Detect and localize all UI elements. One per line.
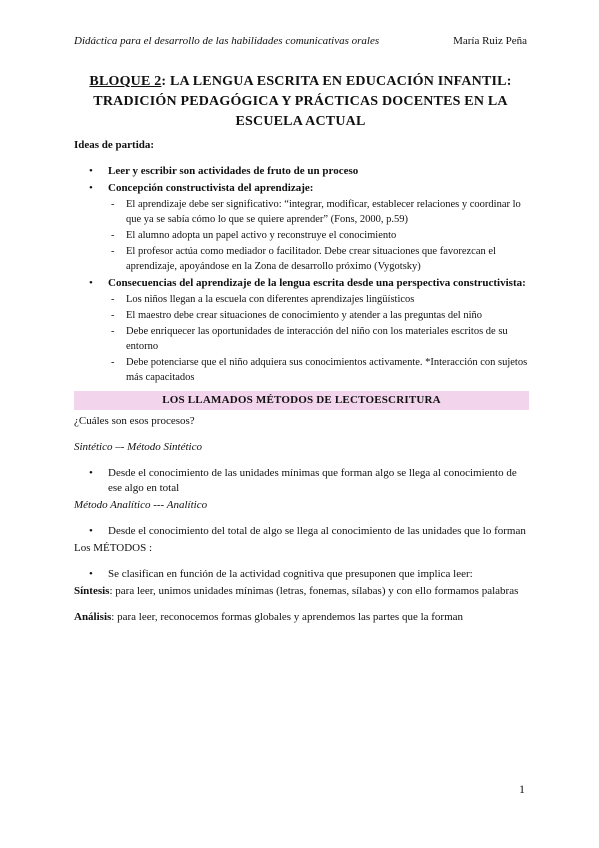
sub-list-item: - El aprendizaje debe ser significativo: “integrar, modificar, establecer relaciones y coordinar lo que ya se sabía cómo lo que se quiere aprender” (Fons, 2000, p.59) — [74, 197, 529, 227]
sub-list-item: - Debe enriquecer las oportunidades de interacción del niño con los materiales escritos de su entorno — [74, 324, 529, 354]
body-content — [74, 138, 529, 636]
title-prefix: BLOQUE 2 — [89, 74, 162, 89]
sintesis-text: : para leer, unimos unidades mínimas (letras, fonemas, sílabas) y con ello formamos palabras — [109, 585, 519, 597]
sintesis-term: Síntesis — [74, 585, 110, 597]
title-rest: : LA LENGUA ESCRITA EN EDUCACIÓN INFANTIL: TRADICIÓN PEDAGÓGICA Y PRÁCTICAS DOCENTES EN LA ESCUELA ACTUAL — [93, 74, 512, 129]
list-item: • Desde el conocimiento del total de algo se llega al conocimiento de las unidades que lo forman — [74, 524, 529, 539]
sub-list-item: - El profesor actúa como mediador o facilitador. Debe crear situaciones que favorezcan el aprendizaje, apoyándose en la Zona de desarrollo próximo (Vygotsky) — [74, 244, 529, 274]
bullet-text: Leer y escribir son actividades de fruto de un proceso — [108, 165, 359, 177]
running-header-title: Didáctica para el desarrollo de las habilidades comunicativas orales — [74, 35, 380, 47]
bullet-text: Consecuencias del aprendizaje de la lengua escrita desde una perspectiva constructivista: — [108, 277, 526, 289]
metodos-label: Los MÉTODOS : — [74, 542, 153, 554]
ideas-heading: Ideas de partida: — [74, 139, 155, 151]
analisis-term: Análisis — [74, 611, 112, 623]
sub-list-item: - El maestro debe crear situaciones de conocimiento y atender a las preguntas del niño — [74, 308, 529, 323]
synthetic-list — [74, 466, 529, 496]
list-item — [74, 164, 529, 179]
list-item — [74, 181, 529, 274]
running-header-author: María Ruiz Peña — [453, 35, 527, 47]
synthetic-heading: Sintético –- Método Sintético — [74, 441, 202, 453]
sub-list — [108, 292, 529, 385]
sub-list-item: - El alumno adopta un papel activo y reconstruye el conocimiento — [74, 228, 529, 243]
list-item: • Desde el conocimiento de las unidades mínimas que forman algo se llega al conocimiento de ese algo en total — [74, 466, 529, 496]
list-item — [74, 276, 529, 385]
question-text: ¿Cuáles son esos procesos? — [74, 415, 195, 427]
page-number: 1 — [519, 782, 525, 796]
sub-list-item: - Los niños llegan a la escuela con diferentes aprendizajes lingüísticos — [74, 292, 529, 307]
bullet-text: Concepción constructivista del aprendizaje: — [108, 182, 314, 194]
analytic-list — [74, 524, 529, 539]
analisis-definition — [74, 610, 529, 625]
sintesis-definition — [74, 584, 529, 599]
analisis-text: : para leer, reconocemos formas globales y aprendemos las partes que la forman — [111, 611, 464, 623]
list-item: • Se clasifican en función de la actividad cognitiva que presuponen que implica leer: — [74, 567, 529, 582]
sub-list-item: - Debe potenciarse que el niño adquiera sus conocimientos activamente. *Interacción con sujetos más capacitados — [74, 355, 529, 385]
analytic-heading: Método Analítico --- Analítico — [74, 499, 208, 511]
sub-list — [108, 197, 529, 274]
metodos-list — [74, 567, 529, 582]
section-banner: LOS LLAMADOS MÉTODOS DE LECTOESCRITURA — [74, 391, 529, 410]
ideas-list — [74, 164, 529, 385]
page-title — [74, 72, 527, 132]
